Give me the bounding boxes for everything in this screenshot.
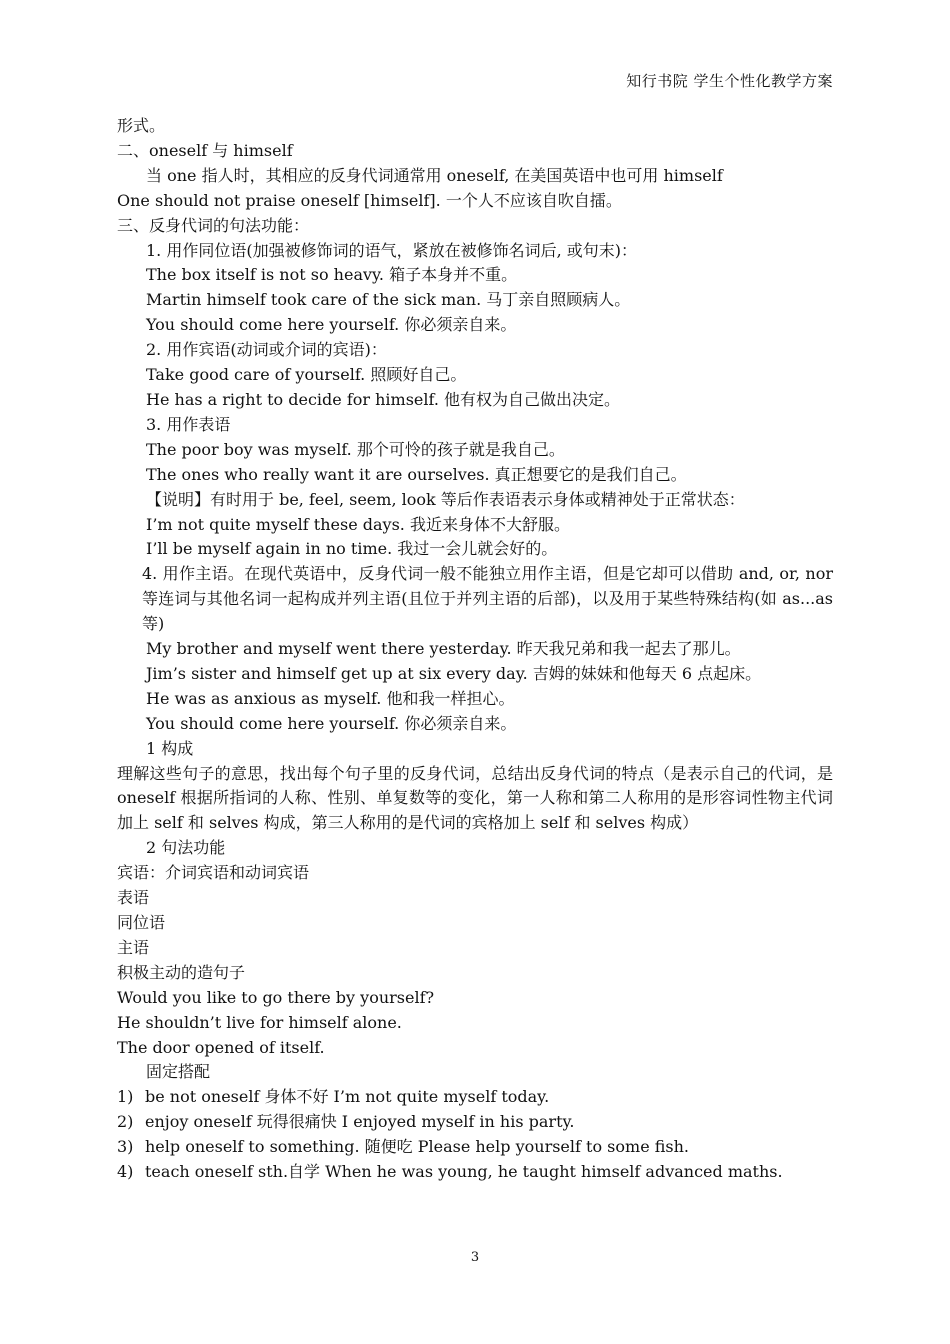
example-sentence: Would you like to go there by yourself?	[117, 987, 435, 1007]
list-item	[117, 1085, 833, 1110]
list-text: teach oneself sth.自学 When he was young, he taught himself advanced maths.	[145, 1162, 783, 1182]
summary-paragraph: 理解这些句子的意思，找出每个句子里的反身代词，总结出反身代词的特点（是表示自己的代词，是 oneself 根据所指词的人称、性别、单复数等的变化，第一人称和第二人称用的是形容词性物主代词加上 self 和 selves 构成，第三人称用的是代词的宾格加上 self 和 selves 构成）	[117, 763, 833, 833]
line-group-1	[117, 114, 833, 562]
phrase-list	[117, 1085, 833, 1185]
example-sentence: You should come here yourself. 你必须亲自来。	[146, 315, 517, 335]
list-item	[117, 1110, 833, 1135]
example-sentence: He shouldn’t live for himself alone.	[117, 1012, 402, 1032]
list-number: 4)	[117, 1162, 134, 1182]
subsection-paragraph: 4. 用作主语。在现代英语中，反身代词一般不能独立用作主语，但是它却可以借助 and, or, nor 等连词与其他名词一起构成并列主语(且位于并列主语的后部)，以及用于某些特殊结构(如 as...as 等)	[142, 564, 833, 634]
text-line: 当 one 指人时，其相应的反身代词通常用 oneself, 在美国英语中也可用 himself	[146, 165, 723, 185]
document-body	[117, 114, 833, 1185]
subsection-heading: 1 构成	[146, 738, 194, 758]
text-line: 积极主动的造句子	[117, 962, 246, 982]
example-sentence: The door opened of itself.	[117, 1037, 325, 1057]
example-sentence: He has a right to decide for himself. 他有权为自己做出决定。	[146, 389, 621, 409]
example-sentence: Martin himself took care of the sick man. 马丁亲自照顾病人。	[146, 290, 631, 310]
example-sentence: My brother and myself went there yesterday. 昨天我兄弟和我一起去了那儿。	[146, 639, 741, 659]
page-header: 知行书院 学生个性化教学方案	[626, 72, 833, 90]
subsection-heading: 2. 用作宾语(动词或介词的宾语)：	[146, 340, 387, 360]
text-line: 表语	[117, 888, 150, 908]
list-number: 3)	[117, 1137, 134, 1157]
example-sentence: Take good care of yourself. 照顾好自己。	[146, 365, 467, 385]
list-item	[117, 1160, 833, 1185]
example-sentence: You should come here yourself. 你必须亲自来。	[146, 713, 517, 733]
line-group-2	[117, 637, 833, 762]
section-heading: 二、oneself 与 himself	[117, 140, 293, 160]
example-sentence: One should not praise oneself [himself]. 一个人不应该自吹自擂。	[117, 190, 622, 210]
line-group-3	[117, 836, 833, 1085]
text-line: 宾语：介词宾语和动词宾语	[117, 863, 310, 883]
text-line: 同位语	[117, 913, 166, 932]
subsection-heading: 固定搭配	[146, 1062, 211, 1082]
list-text: enjoy oneself 玩得很痛快 I enjoyed myself in his party.	[145, 1112, 575, 1132]
example-sentence: Jim’s sister and himself get up at six every day. 吉姆的妹妹和他每天 6 点起床。	[146, 663, 762, 683]
example-sentence: I’m not quite myself these days. 我近来身体不大舒服。	[146, 514, 570, 534]
example-sentence: I’ll be myself again in no time. 我过一会儿就会好的。	[146, 539, 558, 559]
page-number: 3	[470, 1250, 480, 1265]
text-line: 形式。	[117, 116, 166, 135]
text-line: 主语	[117, 937, 150, 957]
subsection-heading: 3. 用作表语	[146, 414, 231, 434]
list-number: 2)	[117, 1112, 134, 1132]
list-text: help oneself to something. 随便吃 Please help yourself to some fish.	[145, 1137, 690, 1157]
subsection-heading: 2 句法功能	[146, 838, 226, 858]
list-number: 1)	[117, 1087, 134, 1107]
example-sentence: The ones who really want it are ourselves. 真正想要它的是我们自己。	[146, 464, 687, 484]
example-sentence: He was as anxious as myself. 他和我一样担心。	[146, 688, 515, 708]
list-text: be not oneself 身体不好 I’m not quite myself today.	[145, 1087, 550, 1107]
example-sentence: The poor boy was myself. 那个可怜的孩子就是我自己。	[146, 439, 565, 459]
list-item	[117, 1135, 833, 1160]
example-sentence: The box itself is not so heavy. 箱子本身并不重。	[146, 265, 518, 285]
subsection-heading: 1. 用作同位语(加强被修饰词的语气，紧放在被修饰名词后, 或句末)：	[146, 240, 638, 260]
note-line: 【说明】有时用于 be, feel, seem, look 等后作表语表示身体或精神处于正常状态：	[146, 489, 745, 509]
section-heading: 三、反身代词的句法功能：	[117, 215, 310, 235]
